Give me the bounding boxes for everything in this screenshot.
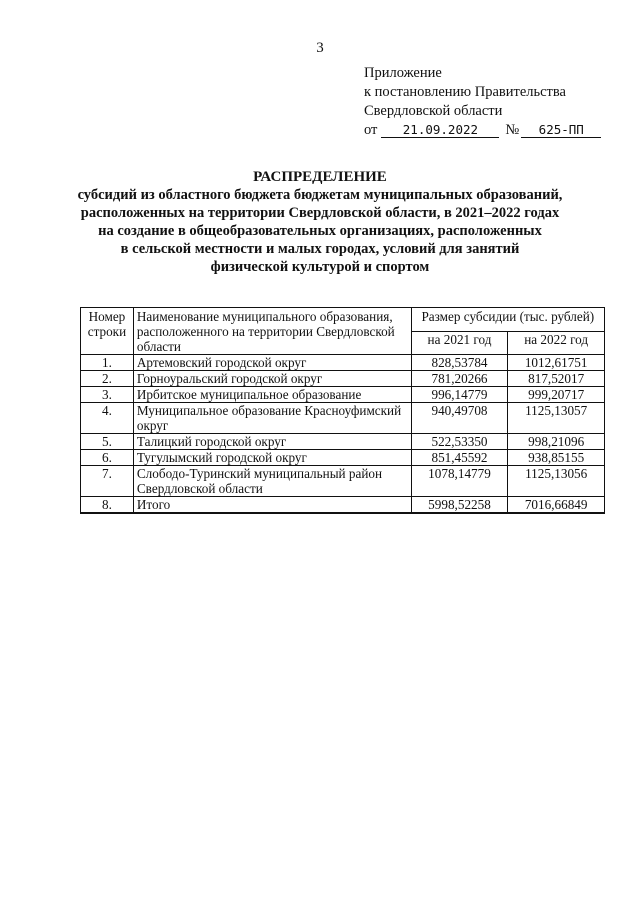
document-title — [40, 168, 600, 276]
number-label: № — [505, 122, 520, 138]
row-value-2022: 817,52017 — [508, 371, 605, 387]
row-value-2022: 999,20717 — [508, 387, 605, 403]
appendix-line-3: Свердловской области — [364, 103, 503, 119]
row-number: 7. — [81, 466, 134, 497]
row-value-2022: 998,21096 — [508, 434, 605, 450]
row-name: Муниципальное образование Красноуфимский округ — [133, 403, 411, 434]
row-value-2021: 5998,52258 — [411, 497, 508, 514]
resolution-number: 625-ПП — [521, 122, 601, 138]
row-value-2022: 1012,61751 — [508, 355, 605, 371]
table-header-row — [81, 308, 605, 332]
table-row — [81, 355, 605, 371]
resolution-date: 21.09.2022 — [381, 122, 499, 138]
table-row — [81, 371, 605, 387]
title-line: в сельской местности и малых городах, условий для занятий — [120, 241, 520, 257]
row-number: 3. — [81, 387, 134, 403]
from-label: от — [364, 122, 378, 138]
row-value-2022: 7016,66849 — [508, 497, 605, 514]
row-name: Талицкий городской округ — [133, 434, 411, 450]
header-year-2022: на 2022 год — [508, 332, 605, 355]
row-name: Артемовский городской округ — [133, 355, 411, 371]
row-number: 8. — [81, 497, 134, 514]
resolution-reference — [364, 121, 601, 140]
row-name: Слободо-Туринский муниципальный район Свердловской области — [133, 466, 411, 497]
row-number: 4. — [81, 403, 134, 434]
title-line: субсидий из областного бюджета бюджетам муниципальных образований, — [77, 187, 563, 203]
appendix-block — [364, 64, 601, 140]
row-value-2022: 1125,13057 — [508, 403, 605, 434]
page-number: 3 — [316, 40, 324, 56]
row-number: 2. — [81, 371, 134, 387]
header-year-2021: на 2021 год — [411, 332, 508, 355]
title-heading: РАСПРЕДЕЛЕНИЕ — [253, 169, 387, 185]
row-name: Горноуральский городской округ — [133, 371, 411, 387]
row-number: 6. — [81, 450, 134, 466]
table-row — [81, 387, 605, 403]
title-line: на создание в общеобразовательных организациях, расположенных — [98, 223, 542, 239]
appendix-line-1: Приложение — [364, 65, 442, 81]
table-row — [81, 466, 605, 497]
row-number: 5. — [81, 434, 134, 450]
header-number: Номер строки — [81, 308, 134, 355]
subsidy-table — [80, 307, 605, 514]
table-row — [81, 403, 605, 434]
row-value-2022: 1125,13056 — [508, 466, 605, 497]
row-value-2021: 781,20266 — [411, 371, 508, 387]
table-row-total — [81, 497, 605, 514]
row-name: Тугулымский городской округ — [133, 450, 411, 466]
appendix-line-2: к постановлению Правительства — [364, 84, 566, 100]
row-number: 1. — [81, 355, 134, 371]
table-row — [81, 434, 605, 450]
row-name: Ирбитское муниципальное образование — [133, 387, 411, 403]
row-value-2021: 522,53350 — [411, 434, 508, 450]
title-line: физической культурой и спортом — [210, 259, 430, 275]
row-value-2021: 828,53784 — [411, 355, 508, 371]
header-amount: Размер субсидии (тыс. рублей) — [411, 308, 604, 332]
title-line: расположенных на территории Свердловской области, в 2021–2022 годах — [80, 205, 560, 221]
row-value-2021: 1078,14779 — [411, 466, 508, 497]
table-row — [81, 450, 605, 466]
row-value-2021: 996,14779 — [411, 387, 508, 403]
row-name: Итого — [133, 497, 411, 514]
row-value-2021: 851,45592 — [411, 450, 508, 466]
row-value-2022: 938,85155 — [508, 450, 605, 466]
header-name: Наименование муниципального образования, расположенного на территории Свердловской области — [133, 308, 411, 355]
row-value-2021: 940,49708 — [411, 403, 508, 434]
